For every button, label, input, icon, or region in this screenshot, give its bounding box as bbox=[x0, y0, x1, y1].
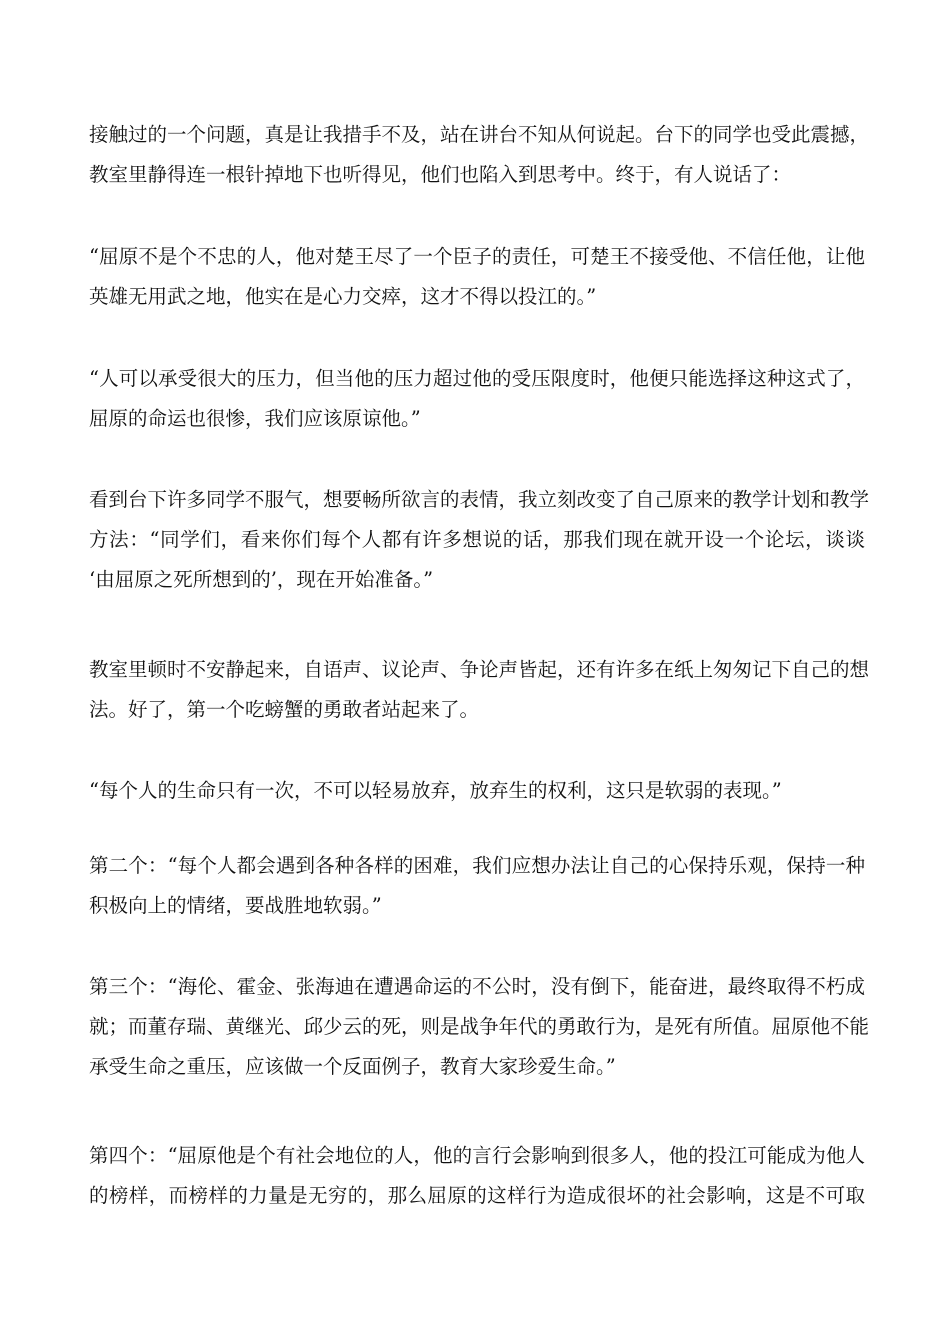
text-line: 教室里顿时不安静起来，自语声、议论声、争论声皆起，还有许多在纸上匆匆记下自己的想 bbox=[89, 658, 870, 681]
paragraph-quote-2 bbox=[89, 359, 865, 439]
text-line: “屈原不是个不忠的人，他对楚王尽了一个臣子的责任，可楚王不接受他、不信任他，让他 bbox=[89, 245, 865, 268]
paragraph-quote-1 bbox=[89, 237, 865, 317]
paragraph-first-speaker bbox=[89, 771, 865, 811]
paragraph-intro bbox=[89, 115, 870, 195]
text-line: 第三个：“海伦、霍金、张海迪在遭遇命运的不公时，没有倒下，能奋进，最终取得不朽成 bbox=[89, 975, 865, 998]
paragraph-second-speaker bbox=[89, 846, 865, 926]
text-line: “人可以承受很大的压力，但当他的压力超过他的受压限度时，他便只能选择这种这式了， bbox=[89, 367, 865, 390]
text-line: 看到台下许多同学不服气，想要畅所欲言的表情，我立刻改变了自己原来的教学计划和教学 bbox=[89, 488, 870, 511]
paragraph-fourth-speaker bbox=[89, 1136, 865, 1216]
text-line: 就；而董存瑞、黄继光、邱少云的死，则是战争年代的勇敢行为，是死有所值。屈原他不能 bbox=[89, 1015, 870, 1038]
paragraph-classroom bbox=[89, 650, 870, 730]
text-line: “每个人的生命只有一次，不可以轻易放弃，放弃生的权利，这只是软弱的表现。” bbox=[89, 779, 782, 802]
text-line: 教室里静得连一根针掉地下也听得见，他们也陷入到思考中。终于，有人说话了： bbox=[89, 163, 792, 186]
text-line: 承受生命之重压，应该做一个反面例子，教育大家珍爱生命。” bbox=[89, 1055, 616, 1078]
text-line: 第二个：“每个人都会遇到各种各样的困难，我们应想办法让自己的心保持乐观，保持一种 bbox=[89, 854, 865, 877]
text-line: 屈原的命运也很惨，我们应该原谅他。” bbox=[89, 407, 421, 430]
paragraph-teacher-response bbox=[89, 480, 870, 600]
paragraph-third-speaker bbox=[89, 967, 870, 1087]
text-line: 英雄无用武之地，他实在是心力交瘁，这才不得以投江的。” bbox=[89, 285, 597, 308]
text-line: 的榜样，而榜样的力量是无穷的，那么屈原的这样行为造成很坏的社会影响，这是不可取 bbox=[89, 1184, 865, 1207]
text-line: 法。好了，第一个吃螃蟹的勇敢者站起来了。 bbox=[89, 698, 480, 721]
text-line: 第四个：“屈原他是个有社会地位的人，他的言行会影响到很多人，他的投江可能成为他人 bbox=[89, 1144, 865, 1167]
text-line: 接触过的一个问题，真是让我措手不及，站在讲台不知从何说起。台下的同学也受此震撼， bbox=[89, 123, 870, 146]
text-line: 方法：“同学们，看来你们每个人都有许多想说的话，那我们现在就开设一个论坛，谈谈 bbox=[89, 528, 865, 551]
text-line: ‘由屈原之死所想到的’，现在开始准备。” bbox=[89, 568, 434, 591]
text-line: 积极向上的情绪，要战胜地软弱。” bbox=[89, 894, 382, 917]
